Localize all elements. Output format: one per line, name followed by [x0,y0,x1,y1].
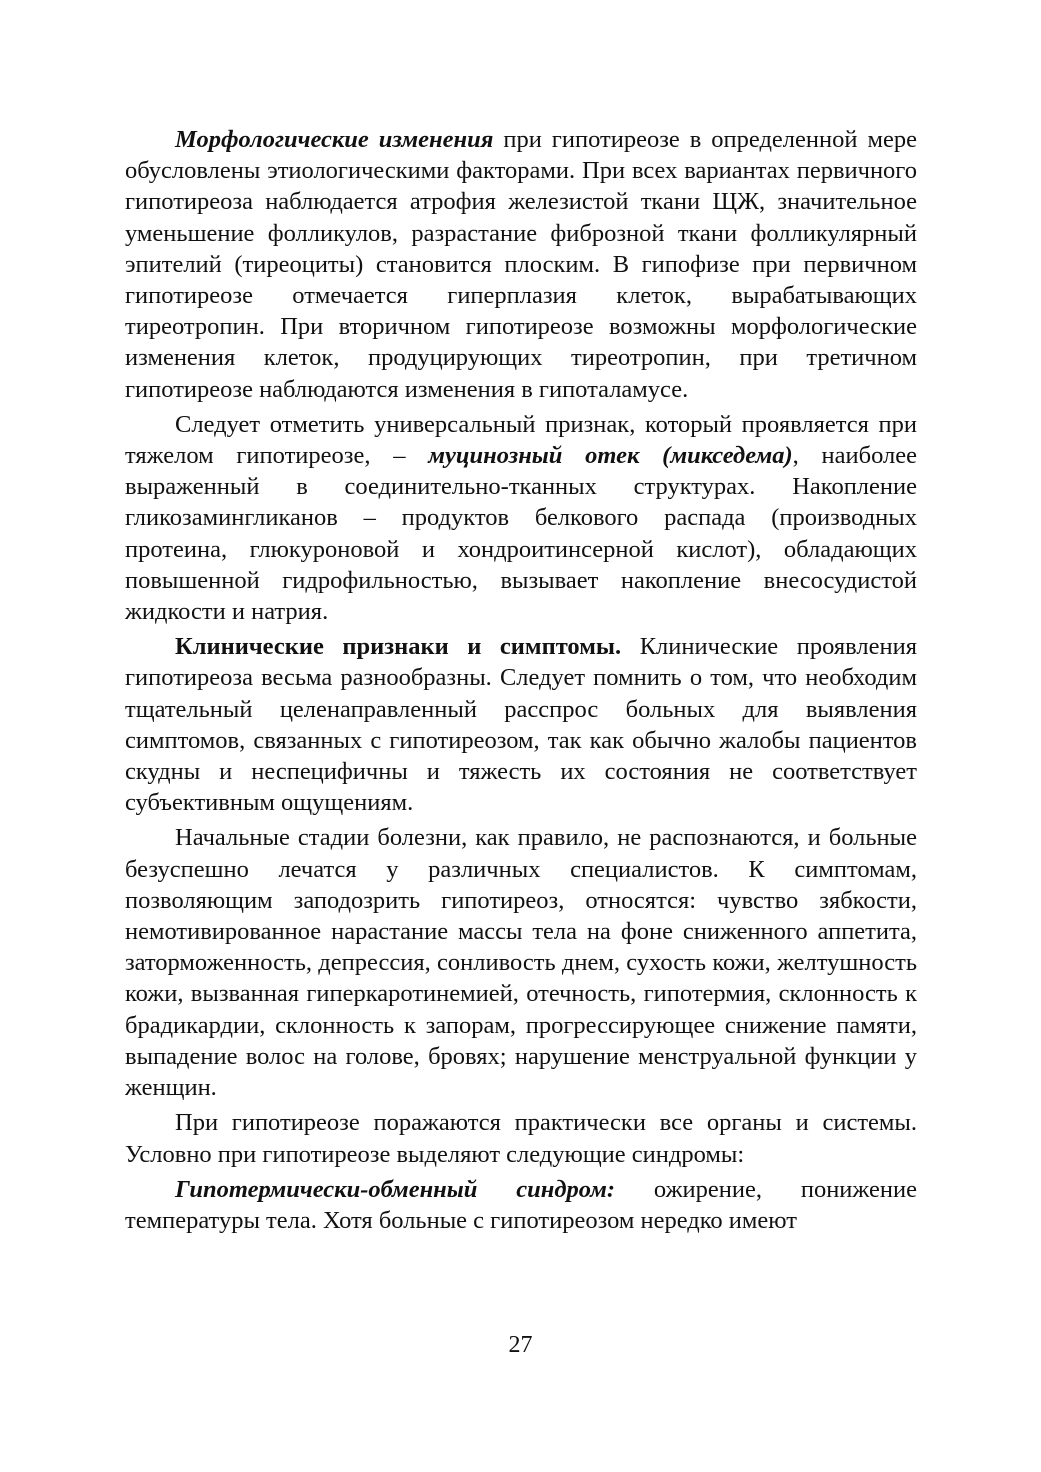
paragraph-hypothermic-syndrome-lead: Гипотермически-обменный синдром: [175,1175,616,1203]
paragraph-myxedema-text-before: Следует отметить универсальный признак, который проявляется при тяжелом гипотиреозе, – [125,410,917,470]
paragraph-hypothermic-syndrome [125,1174,917,1236]
page-number: 27 [508,1332,533,1358]
paragraph-initial-stages-text: Начальные стадии болезни, как правило, не распознаются, и больные безуспешно лечатся у различных специалистов. К симптомам, позволяющим заподозрить гипотиреоз, относятся: чувство зябкости, немотивированное нарастание массы тела на фоне сниженного аппетита, заторможенность, депрессия, сонливость днем, сухость кожи, желтушность кожи, вызванная гиперкаротинемией, отечность, гипотермия, склонность к брадикардии, склонность к запорам, прогрессирующее снижение памяти, выпадение волос на голове, бровях; нарушение менструальной функции у женщин. [125,824,917,1102]
paragraph-clinical-signs-text: Клинические проявления гипотиреоза весьма разнообразны. Следует помнить о том, что необходим тщательный целенаправленный расспрос больных для выявления симптомов, связанных с гипотиреозом, так как обычно жалобы пациентов скудны и неспецифичны и тяжесть их состояния не соответствует субъективным ощущениям. [125,633,917,817]
paragraph-myxedema-emphasis: муцинозный отек (микседема) [428,442,793,470]
paragraph-initial-stages [125,822,917,1103]
paragraph-myxedema [125,409,917,627]
paragraph-myxedema-text-after: , наиболее выраженный в соединительно-тканных структурах. Накопление гликозамингликанов – продуктов белкового распада (производных протеина, глюкуроновой и хондроитинсерной кислот), обладающих повышенной гидрофильностью, вызывает накопление внесосудистой жидкости и натрия. [125,442,918,626]
paragraph-syndromes [125,1107,917,1169]
paragraph-clinical-signs-lead: Клинические признаки и симптомы. [175,633,622,661]
paragraph-morphology-lead: Морфологические изменения [175,126,494,153]
page-body [125,124,917,1236]
paragraph-hypothermic-syndrome-text: ожирение, понижение температуры тела. Хотя больные с гипотиреозом нередко имеют [125,1175,917,1234]
paragraph-morphology-text: при гипотиреозе в определенной мере обусловлены этиологическими факторами. При всех вариантах первичного гипотиреоза наблюдается атрофия железистой ткани ЩЖ, значительное уменьшение фолликулов, разрастание фиброзной ткани фолликулярный эпителий (тиреоциты) становится плоским. В гипофизе при первичном гипотиреозе отмечается гиперплазия клеток, вырабатывающих тиреотропин. При вторичном гипотиреозе возможны морфологические изменения клеток, продуцирующих тиреотропин, при третичном гипотиреозе наблюдаются изменения в гипоталамусе. [125,126,917,403]
paragraph-morphology [125,124,917,405]
paragraph-clinical-signs [125,631,917,818]
paragraph-syndromes-text: При гипотиреозе поражаются практически все органы и системы. Условно при гипотиреозе выделяют следующие синдромы: [125,1109,917,1168]
